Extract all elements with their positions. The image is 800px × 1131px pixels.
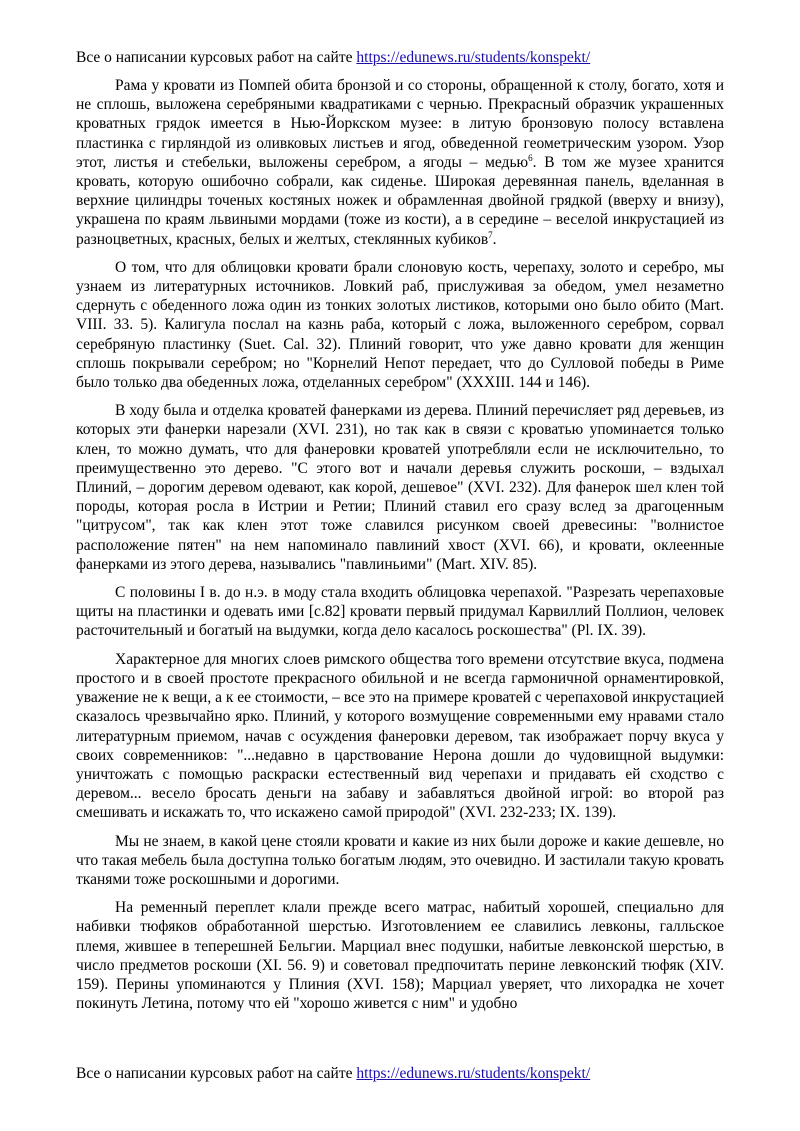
footnote-ref-6[interactable]: 6 xyxy=(528,152,533,163)
header-link[interactable]: https://edunews.ru/students/konspekt/ xyxy=(356,49,591,66)
header-text: Все о написании курсовых работ на сайте xyxy=(76,49,353,66)
paragraph-2: О том, что для облицовки кровати брали слоновую кость, черепаху, золото и серебро, мы узнаем из литературных источников. Ловкий раб, прислуживая за обедом, умел незаметно сдернуть с обеденного ложа один из тонких золотых листиков, которыми оно было обито (Mart. VIII. 33. 5). Калигула послал на казнь раба, который с ложа, выложенного серебром, сорвал серебряную пластинку (Suet. Cal. 32). Плиний говорит, что уже давно кровати для женщин сплошь покрывали серебром; но "Корнелий Непот передает, что до Сулловой победы в Риме было только два обеденных ложа, отделанных серебром" (XXXIII. 144 и 146). xyxy=(76,258,724,392)
paragraph-3: В ходу была и отделка кроватей фанерками из дерева. Плиний перечисляет ряд деревьев, из которых эти фанерки нарезали (XVI. 231), но так как в связи с кроватью упоминается только клен, то можно думать, что для фанеровки кроватей употребляли если не исключительно, то преимущественно это дерево. "С этого вот и начали деревья служить роскоши, – вздыхал Плиний, – дорогим деревом одевают, как корой, дешевое" (XVI. 232). Для фанерок шел клен той породы, которая росла в Истрии и Ретии; Плиний ставил его сразу вслед за драгоценным "цитрусом", так как клен этот тоже славился рисунком своей древесины: "волнистое расположение пятен" на нем напоминало павлиний хвост (XVI. 66), и кровати, оклеенные фанерками из этого дерева, назывались "павлиньими" (Mart. XIV. 85). xyxy=(76,402,724,573)
page-footer xyxy=(76,1064,736,1084)
footer-link[interactable]: https://edunews.ru/students/konspekt/ xyxy=(356,1065,591,1082)
footnote-ref-7[interactable]: 7 xyxy=(488,229,493,240)
paragraph-4: С половины I в. до н.э. в моду стала входить облицовка черепахой. "Разрезать черепаховые щиты на пластинки и одевать ими [с.82] кровати первый придумал Карвиллий Поллион, человек расточительный и богатый на выдумки, когда дело касалось роскошества" (Pl. IX. 39). xyxy=(76,584,724,640)
paragraph-7: На ременный переплет клали прежде всего матрас, набитый хорошей, специально для набивки тюфяков обработанной шерстью. Изготовлением ее славились левконы, галльское племя, жившее в теперешней Бельгии. Марциал внес подушки, набитые левконской шерстью, в число предметов роскоши (XI. 56. 9) и советовал предпочитать перине левконский тюфяк (XIV. 159). Перины упоминаются у Плиния (XVI. 158); Марциал уверяет, что лихорадка не хочет покинуть Летина, потому что ей "хорошо живется с ним" и удобно xyxy=(76,899,724,1013)
paragraph-5: Характерное для многих слоев римского общества того времени отсутствие вкуса, подмена простого и в своей простоте прекрасного обильной и не всегда гармоничной орнаментировкой, уважение не к вещи, а к ее стоимости, – все это на примере кроватей с черепаховой инкрустацией сказалось чрезвычайно ярко. Плиний, у которого возмущение современными ему нравами стало литературным приемом, начав с осуждения фанеровки деревом, так изображает порчу вкуса у своих современников: "...недавно в царствование Нерона дошли до чудовищной выдумки: уничтожать с помощью раскраски естественный вид черепахи и придавать ей сходство с деревом... весело бросать деньги на забаву и забавляться двойной игрой: во второй раз смешивать и искажать то, что искажено самой природой" (XVI. 232-233; IX. 139). xyxy=(76,650,724,822)
paragraph-1-text-a: Рама у кровати из Помпей обита бронзой и со стороны, обращенной к столу, богато, хотя и не сплошь, выложена серебряными квадратиками с чернью. Прекрасный образчик украшенных кроватных грядок имеется в Нью-Йоркском музее: в литую бронзовую полосу вставлена пластинка с гирляндой из оливковых листьев и ягод, обведенной геометрическим узором. Узор этот, листья и стебельки, выложены серебром, а ягоды – медью xyxy=(76,77,724,171)
document-body xyxy=(76,76,724,1022)
page-header xyxy=(76,48,736,68)
paragraph-1-text-c: . xyxy=(492,230,497,248)
paragraph-1 xyxy=(76,76,724,249)
paragraph-6: Мы не знаем, в какой цене стояли кровати и какие из них были дороже и какие дешевле, но что такая мебель была доступна только богатым людям, это очевидно. И застилали такую кровать тканями тоже роскошными и дорогими. xyxy=(76,832,724,888)
paragraph-1-text-b: . В том же музее хранится кровать, которую ошибочно собрали, как сиденье. Широкая деревянная панель, вделанная в верхние цилиндры точеных костяных ножек и обрамленная двойной грядкой (вверху и внизу), украшена по краям львиными мордами (тоже из кости), а в середине – веселой инкрустацией из разноцветных, красных, белых и желтых, стеклянных кубиков xyxy=(76,153,724,248)
footer-text: Все о написании курсовых работ на сайте xyxy=(76,1065,353,1082)
